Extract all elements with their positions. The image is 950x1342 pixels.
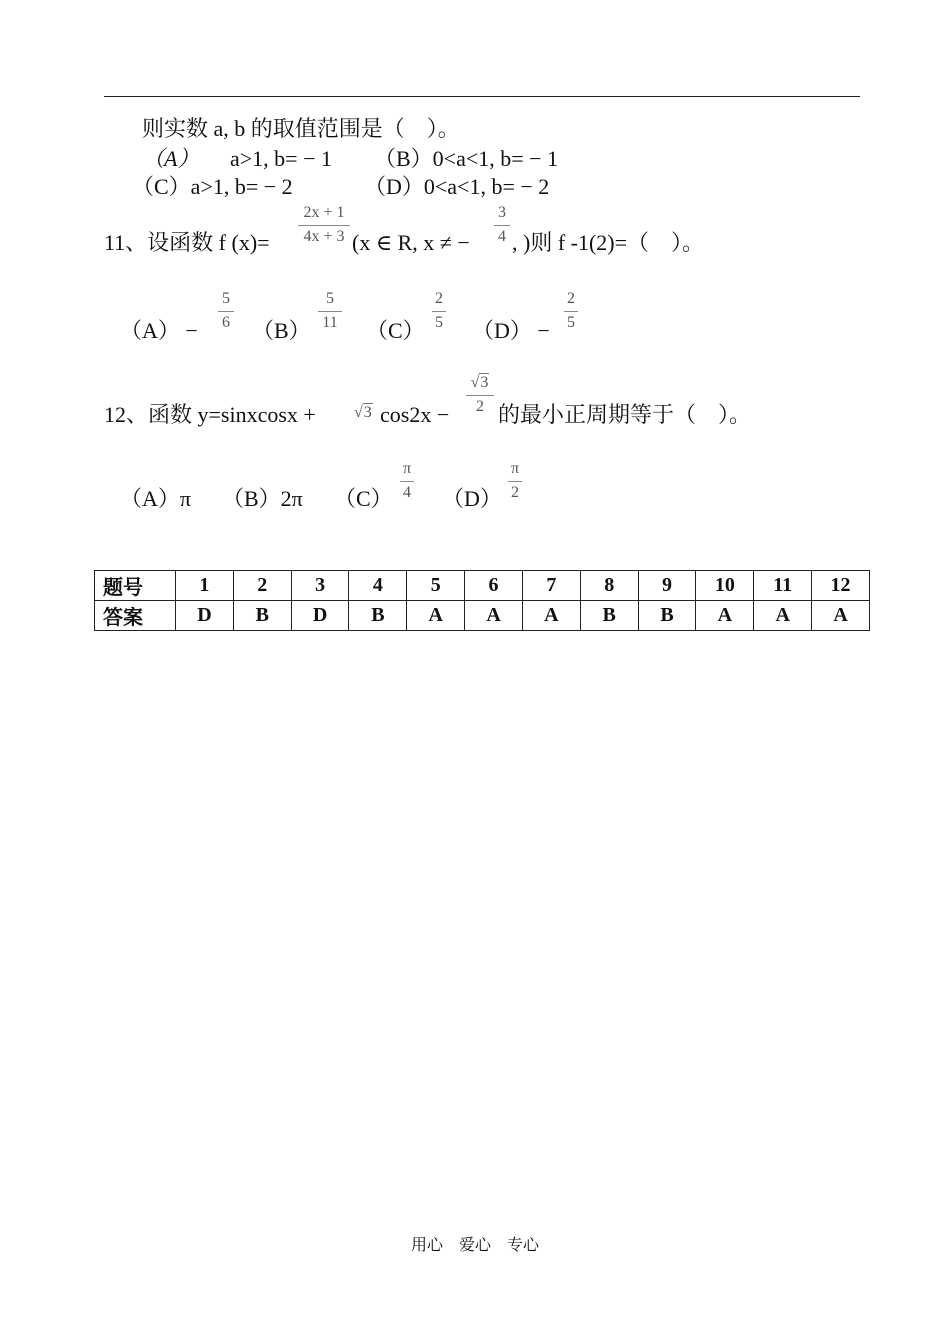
- numerator: 5: [222, 290, 230, 307]
- fraction-bar: [494, 225, 510, 226]
- q12-prefix: 12、函数 y=sinxcosx +: [104, 402, 316, 427]
- q11-function-fraction: [298, 204, 350, 246]
- denominator: 5: [435, 314, 443, 331]
- table-cell: 1: [176, 571, 234, 601]
- fraction-bar: [218, 311, 234, 312]
- q11-option-b-label: （B）: [252, 318, 311, 343]
- q11-suffix: , )则 f -1(2)=（ ）。: [512, 230, 705, 255]
- numerator: 5: [326, 290, 334, 307]
- q11-prefix: 11、设函数 f (x)=: [104, 230, 270, 255]
- table-cell: B: [638, 601, 696, 631]
- table-cell: B: [233, 601, 291, 631]
- table-row-answers: [95, 601, 870, 631]
- table-cell: 11: [754, 571, 812, 601]
- q11-condition-numerator: 3: [498, 204, 506, 221]
- page-footer: 用心 爱心 专心: [410, 1235, 539, 1254]
- numerator: π: [510, 460, 520, 477]
- table-cell: 5: [407, 571, 465, 601]
- q10-option-b: （B）0<a<1, b= − 1: [374, 146, 559, 171]
- header-rule: [104, 96, 860, 97]
- fraction-bar: [508, 481, 522, 482]
- q12-middle: cos2x −: [380, 402, 450, 427]
- q11-option-c-label: （C）: [366, 318, 425, 343]
- fraction-bar: [318, 311, 342, 312]
- q12-option-d-fraction: [508, 460, 522, 502]
- denominator: 11: [322, 314, 338, 331]
- q12-option-b: （B）2π: [222, 486, 303, 511]
- table-cell: D: [176, 601, 234, 631]
- q11-option-a-label: （A） −: [120, 318, 198, 343]
- table-cell: A: [696, 601, 754, 631]
- table-cell: 4: [349, 571, 407, 601]
- table-cell: A: [407, 601, 465, 631]
- table-row-numbers: [95, 571, 870, 601]
- table-cell: 3: [291, 571, 349, 601]
- q10-option-c: （C）a>1, b= − 2: [132, 174, 293, 199]
- table-cell: D: [291, 601, 349, 631]
- q11-fraction-numerator: 2x + 1: [303, 204, 345, 221]
- q12-option-a: （A）π: [120, 486, 191, 511]
- denominator: 4: [403, 484, 411, 501]
- q11-option-d-fraction: [564, 290, 578, 332]
- table-cell: A: [754, 601, 812, 631]
- q12-option-d-label: （D）: [442, 486, 502, 511]
- q10-option-a-text: a>1, b= − 1: [230, 146, 332, 171]
- denominator: 5: [567, 314, 575, 331]
- q11-option-a-fraction: [218, 290, 234, 332]
- table-cell: 8: [580, 571, 638, 601]
- q12-option-c-fraction: [400, 460, 414, 502]
- q11-condition-denominator: 4: [498, 228, 506, 245]
- table-cell: A: [522, 601, 580, 631]
- q11-fraction-denominator: 4x + 3: [303, 228, 345, 245]
- sqrt-icon: √: [354, 404, 363, 421]
- row-label-answer: 答案: [95, 601, 176, 631]
- table-cell: A: [812, 601, 870, 631]
- fraction-bar: [298, 225, 350, 226]
- sqrt-icon: √: [470, 374, 480, 391]
- q11-condition-fraction: [494, 204, 510, 246]
- table-cell: B: [580, 601, 638, 631]
- numerator: π: [402, 460, 412, 477]
- q12-fraction: [466, 374, 494, 416]
- q12-suffix: 的最小正周期等于（ ）。: [498, 402, 752, 427]
- q10-stem: 则实数 a, b 的取值范围是（ ）。: [142, 116, 460, 141]
- fraction-bar: [400, 481, 414, 482]
- q11-option-d-label: （D） −: [472, 318, 550, 343]
- q12-option-c-label: （C）: [334, 486, 393, 511]
- q11-option-c-fraction: [432, 290, 446, 332]
- radicand: 3: [480, 374, 489, 391]
- q11-middle: (x ∈ R, x ≠ −: [352, 230, 470, 255]
- fraction-bar: [432, 311, 446, 312]
- numerator: 2: [435, 290, 443, 307]
- table-cell: 6: [465, 571, 523, 601]
- table-cell: 2: [233, 571, 291, 601]
- q11-option-b-fraction: [318, 290, 342, 332]
- table-cell: 9: [638, 571, 696, 601]
- fraction-bar: [466, 395, 494, 396]
- denominator: 2: [511, 484, 519, 501]
- q12-sqrt3: [354, 404, 373, 422]
- numerator: 2: [567, 290, 575, 307]
- table-cell: 12: [812, 571, 870, 601]
- q12-fraction-denominator: 2: [476, 398, 484, 415]
- table-cell: 7: [522, 571, 580, 601]
- answer-table: [94, 570, 870, 631]
- q12-fraction-numerator: [471, 374, 490, 392]
- radicand: 3: [363, 404, 372, 421]
- table-cell: 10: [696, 571, 754, 601]
- table-cell: A: [465, 601, 523, 631]
- table-cell: B: [349, 601, 407, 631]
- q10-option-a-label: （A）: [142, 146, 200, 171]
- fraction-bar: [564, 311, 578, 312]
- denominator: 6: [222, 314, 230, 331]
- row-label-number: 题号: [95, 571, 176, 601]
- q10-option-d: （D）0<a<1, b= − 2: [364, 174, 550, 199]
